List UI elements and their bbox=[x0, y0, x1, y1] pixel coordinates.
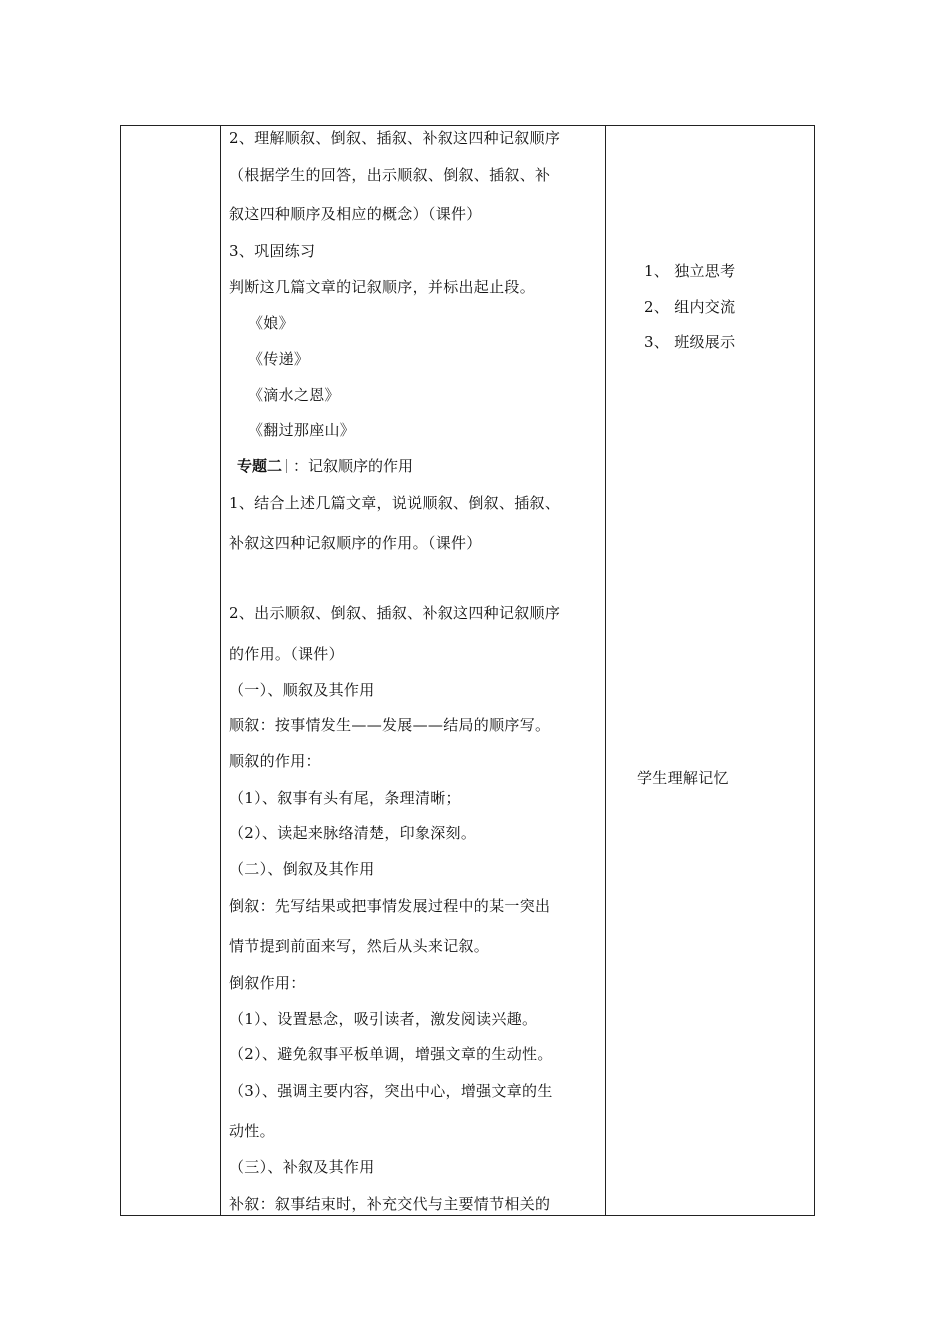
column-divider bbox=[220, 126, 221, 1215]
text-line: （2）、读起来脉络清楚，印象深刻。 bbox=[229, 824, 477, 842]
article-title: 《滴水之恩》 bbox=[248, 386, 340, 404]
text-line: 倒叙作用： bbox=[229, 974, 306, 992]
topic-title: ：记叙顺序的作用 bbox=[293, 457, 414, 475]
text-line: （2）、避免叙事平板单调，增强文章的生动性。 bbox=[229, 1045, 553, 1063]
text-line: 顺叙：按事情发生——发展——结局的顺序写。 bbox=[229, 716, 551, 734]
text-line: （1）、叙事有头有尾，条理清晰； bbox=[229, 789, 461, 807]
text-line: 动性。 bbox=[229, 1122, 275, 1140]
topic-label: 专题二 bbox=[237, 457, 283, 475]
text-line: 1、结合上述几篇文章，说说顺叙、倒叙、插叙、 bbox=[229, 494, 561, 512]
text-line: 3、巩固练习 bbox=[229, 242, 316, 260]
text-cursor bbox=[286, 459, 287, 473]
text-line: （根据学生的回答，出示顺叙、倒叙、插叙、补 bbox=[229, 166, 551, 184]
text-line: 情节提到前面来写，然后从头来记叙。 bbox=[229, 937, 490, 955]
text-line: 倒叙：先写结果或把事情发展过程中的某一突出 bbox=[229, 897, 551, 915]
article-title: 《翻过那座山》 bbox=[248, 421, 356, 439]
text-line: 顺叙的作用： bbox=[229, 752, 321, 770]
activity-item: 3、 班级展示 bbox=[644, 333, 736, 351]
text-line: （3）、强调主要内容，突出中心，增强文章的生 bbox=[229, 1082, 553, 1100]
text-line: 2、理解顺叙、倒叙、插叙、补叙这四种记叙顺序 bbox=[229, 129, 561, 147]
text-line: 补叙这四种记叙顺序的作用。（课件） bbox=[229, 534, 482, 552]
text-line: （二）、倒叙及其作用 bbox=[229, 860, 375, 878]
text-line: 的作用。（课件） bbox=[229, 645, 344, 663]
text-line: 叙这四种顺序及相应的概念）（课件） bbox=[229, 205, 482, 223]
text-line: 补叙：叙事结束时，补充交代与主要情节相关的 bbox=[229, 1195, 551, 1213]
text-line: （一）、顺叙及其作用 bbox=[229, 681, 375, 699]
article-title: 《娘》 bbox=[248, 314, 294, 332]
activity-item: 1、 独立思考 bbox=[644, 262, 736, 280]
article-title: 《传递》 bbox=[248, 350, 310, 368]
text-line: 判断这几篇文章的记叙顺序，并标出起止段。 bbox=[229, 278, 536, 296]
column-divider bbox=[605, 126, 606, 1215]
student-activity-note: 学生理解记忆 bbox=[637, 769, 729, 787]
text-line: （三）、补叙及其作用 bbox=[229, 1158, 375, 1176]
text-line: （1）、设置悬念，吸引读者，激发阅读兴趣。 bbox=[229, 1010, 538, 1028]
text-line: 2、出示顺叙、倒叙、插叙、补叙这四种记叙顺序 bbox=[229, 604, 561, 622]
topic-heading bbox=[237, 457, 413, 475]
activity-item: 2、 组内交流 bbox=[644, 298, 736, 316]
